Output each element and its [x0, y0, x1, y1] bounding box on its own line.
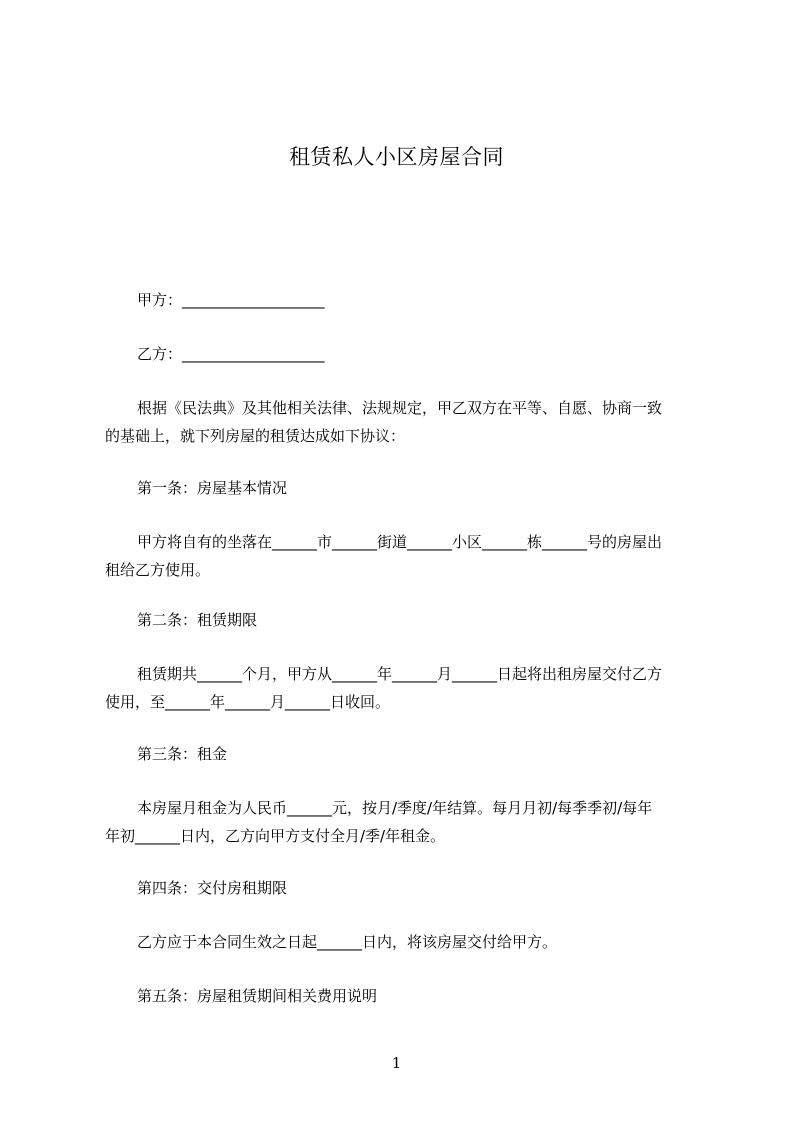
article-3-heading: 第三条：租金 — [137, 745, 228, 763]
article-1-line-2: 租给乙方使用。 — [105, 561, 211, 579]
page-number: 1 — [391, 1054, 402, 1072]
intro-paragraph-line-1: 根据《民法典》及其他相关法律、法规规定，甲乙双方在平等、自愿、协商一致 — [137, 399, 663, 417]
article-5-heading: 第五条：房屋租赁期间相关费用说明 — [137, 987, 378, 1005]
article-1-heading: 第一条：房屋基本情况 — [137, 479, 288, 497]
intro-paragraph-line-2: 的基础上，就下列房屋的租赁达成如下协议： — [105, 427, 406, 445]
article-2-line-2: 使用，至______年______月______日收回。 — [105, 693, 391, 711]
article-2-heading: 第二条：租赁期限 — [137, 611, 258, 629]
article-2-line-1: 租赁期共______个月，甲方从______年______月______日起将出租房屋交付乙方 — [137, 665, 663, 683]
article-3-line-1: 本房屋月租金为人民币______元，按月/季度/年结算。每月月初/每季季初/每年 — [137, 799, 653, 817]
article-4-heading: 第四条：交付房租期限 — [137, 879, 288, 897]
article-3-line-2: 年初______日内，乙方向甲方支付全月/季/年租金。 — [105, 827, 446, 845]
document-title: 租赁私人小区房屋合同 — [289, 145, 504, 169]
article-4-line-1: 乙方应于本合同生效之日起______日内，将该房屋交付给甲方。 — [137, 933, 558, 951]
party-a-line: 甲方：___________________ — [137, 291, 325, 309]
article-1-line-1: 甲方将自有的坐落在______市______街道______小区______栋______号的房屋出 — [137, 533, 663, 551]
party-b-line: 乙方：___________________ — [137, 345, 325, 363]
